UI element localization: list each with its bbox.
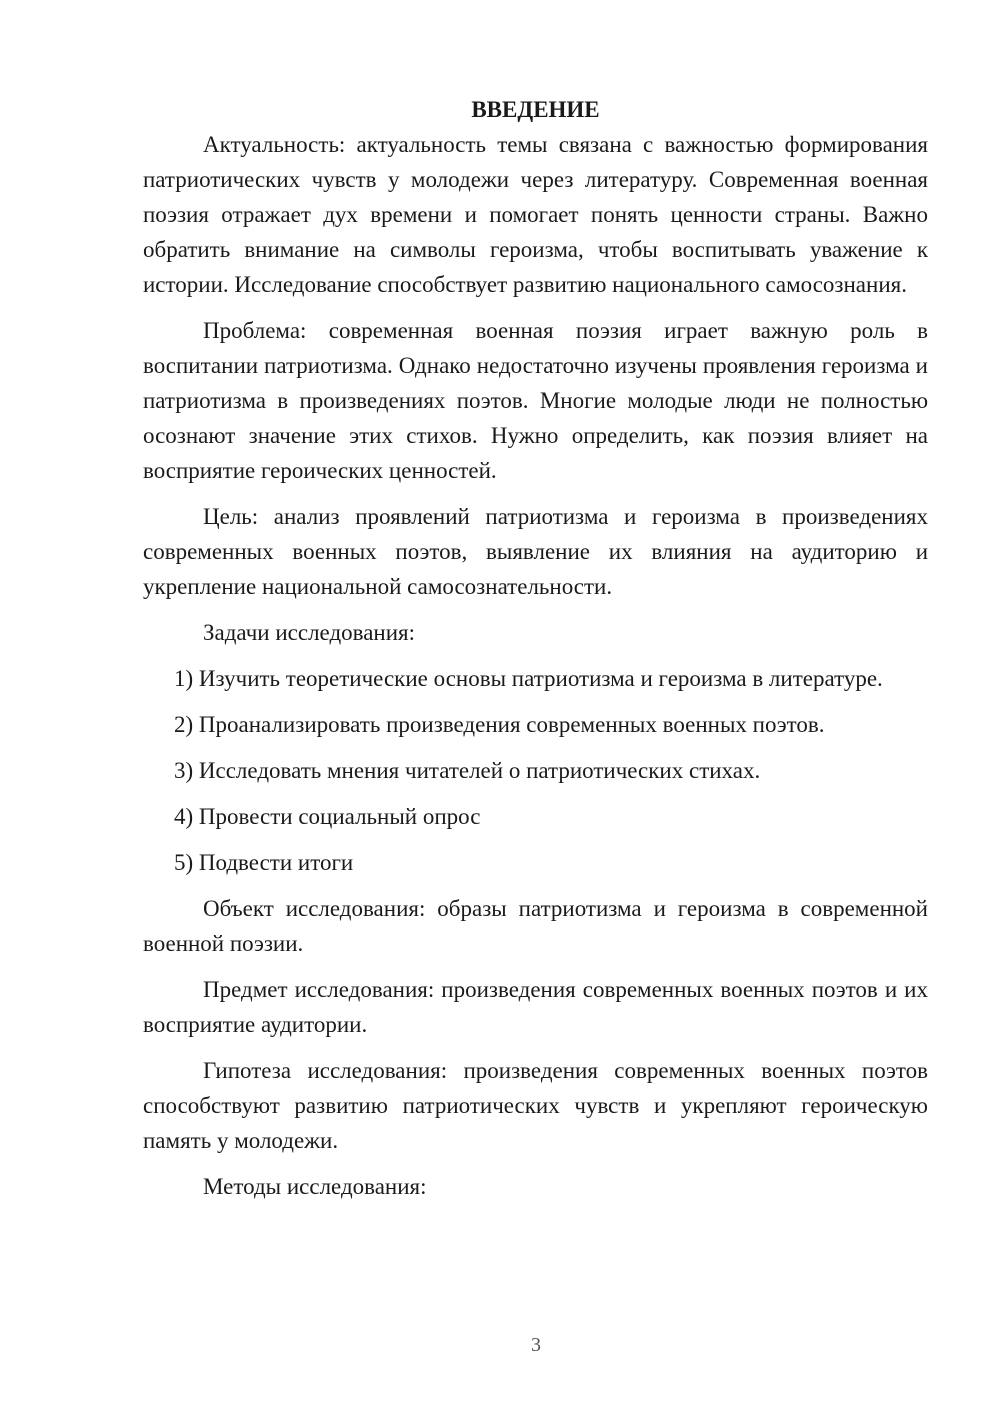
list-item: 5) Подвести итоги: [174, 850, 354, 875]
tasks-list: [143, 661, 928, 880]
paragraph-object: Объект исследования: образы патриотизма и героизма в современной военной поэзии.: [143, 896, 928, 956]
tasks-heading: Задачи исследования:: [203, 620, 416, 645]
list-item: 4) Провести социальный опрос: [174, 804, 481, 829]
page-title: ВВЕДЕНИЕ: [471, 97, 600, 122]
list-item: 1) Изучить теоретические основы патриотизма и героизма в литературе.: [174, 666, 883, 691]
list-item: 2) Проанализировать произведения современных военных поэтов.: [174, 712, 825, 737]
paragraph-hypothesis: Гипотеза исследования: произведения современных военных поэтов способствуют развитию патриотических чувств и укрепляют героическую память у молодежи.: [143, 1058, 928, 1153]
paragraph-subject: Предмет исследования: произведения современных военных поэтов и их восприятие аудитории.: [143, 977, 928, 1037]
paragraph-problem: Проблема: современная военная поэзия играет важную роль в воспитании патриотизма. Однако недостаточно изучены проявления героизма и патриотизма в произведениях поэтов. Многие молодые люди не полностью осознают значение этих стихов. Нужно определить, как поэзия влияет на восприятие героических ценностей.: [143, 318, 928, 483]
page-number: 3: [531, 1334, 541, 1356]
paragraph-relevance: Актуальность: актуальность темы связана с важностью формирования патриотических чувств у молодежи через литературу. Современная военная поэзия отражает дух времени и помогает понять ценности страны. Важно обратить внимание на символы героизма, чтобы воспитывать уважение к истории. Исследование способствует развитию национального самосознания.: [143, 132, 928, 297]
document-page: [143, 92, 928, 1204]
paragraph-goal: Цель: анализ проявлений патриотизма и героизма в произведениях современных военных поэтов, выявление их влияния на аудиторию и укрепление национальной самосознательности.: [143, 504, 928, 599]
methods-heading: Методы исследования:: [203, 1174, 427, 1199]
list-item: 3) Исследовать мнения читателей о патриотических стихах.: [174, 758, 761, 783]
